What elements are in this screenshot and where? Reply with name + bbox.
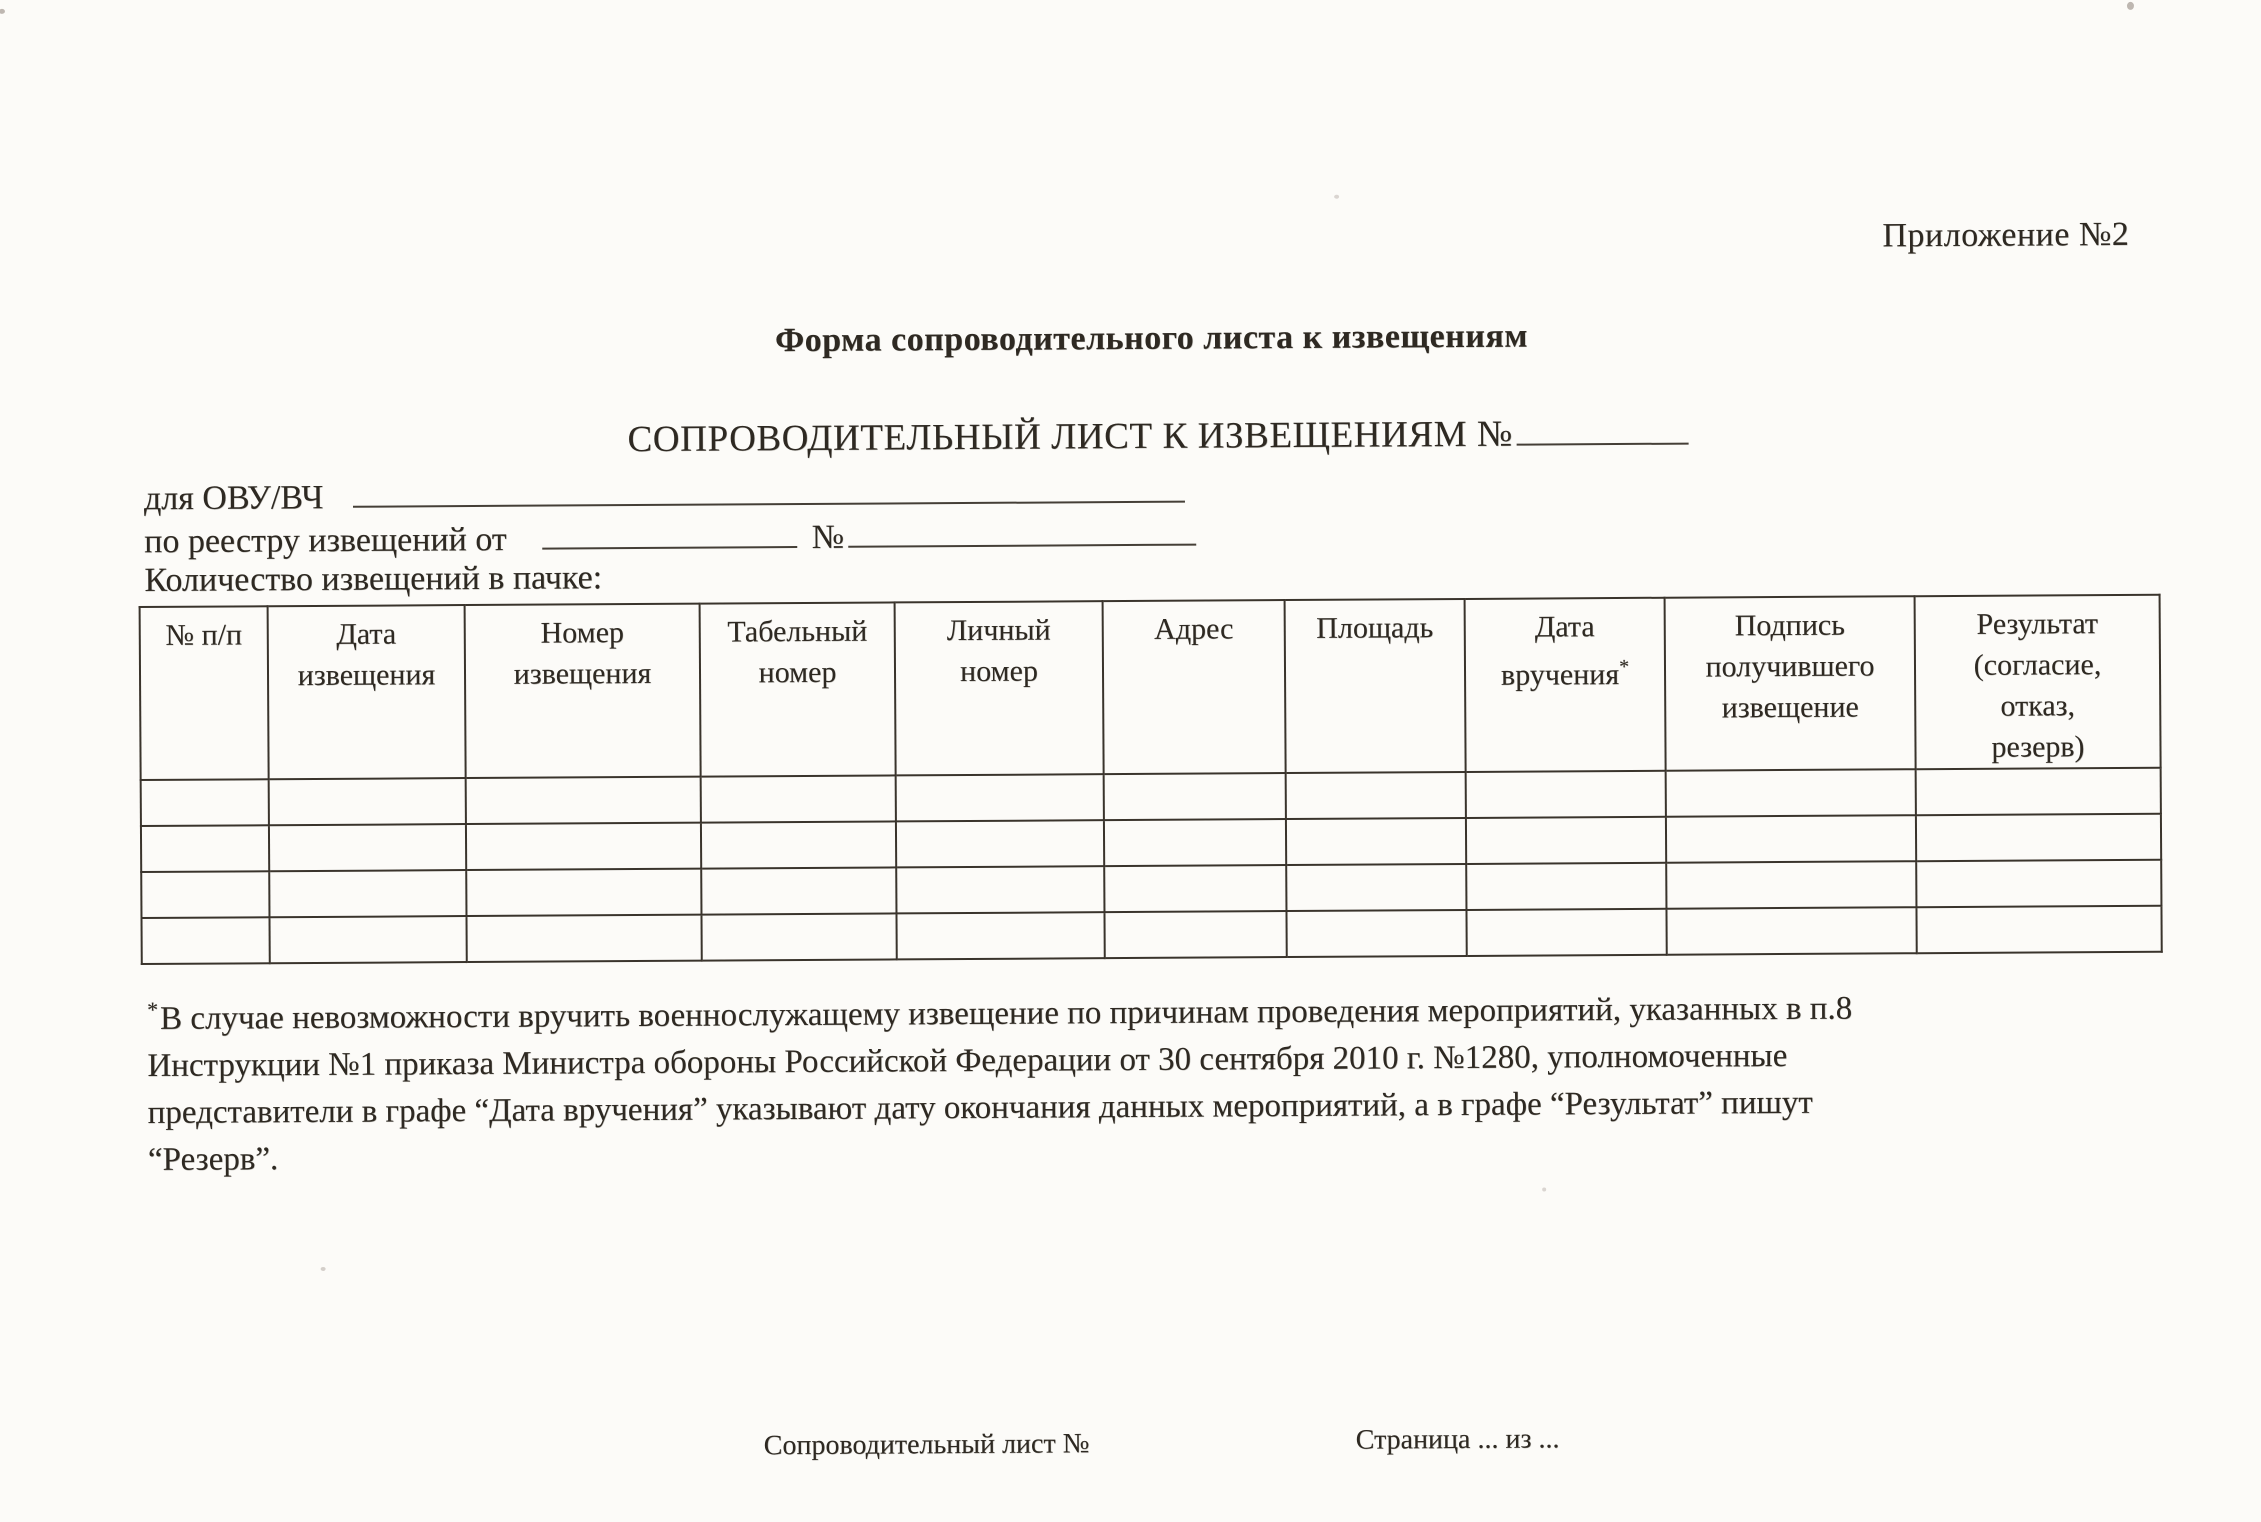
field-pack-count [144, 559, 602, 600]
registry-number-blank [848, 513, 1196, 548]
table-cell-empty [896, 912, 1104, 959]
scan-speckle [1334, 195, 1339, 199]
footnote-marker: * [146, 996, 159, 1023]
header-line: извещение [1721, 690, 1859, 725]
table-cell-empty [1666, 861, 1916, 909]
header-line: № п/п [165, 618, 243, 652]
column-header-1 [268, 605, 466, 779]
field-recipient [144, 470, 1186, 519]
table-cell-empty [1466, 863, 1666, 910]
column-header-7 [1465, 598, 1666, 772]
table-cell-empty [1104, 865, 1286, 912]
registry-date-blank [543, 515, 798, 550]
header-line: Номер [540, 616, 625, 650]
footnote [147, 976, 1853, 1184]
table-cell-empty [466, 915, 701, 962]
table-cell-empty [466, 823, 701, 870]
table-cell-empty [1104, 773, 1286, 820]
table-cell-empty [701, 913, 896, 960]
main-title [627, 409, 1689, 462]
table-cell-empty [1666, 815, 1916, 863]
header-line: вручения* [1500, 655, 1630, 692]
table-cell-empty [1916, 814, 2161, 861]
table-cell-empty [269, 824, 466, 871]
footnote-line-text: В случае невозможности вручить военнослужащему извещение по причинам проведения мероприятий, указанных в п.8 [160, 990, 1853, 1037]
registry-number-sign: № [811, 519, 845, 557]
table-cell-empty [1286, 818, 1466, 865]
header-line: номер [758, 655, 837, 690]
header-line: Результат [1976, 607, 2099, 641]
header-line: Адрес [1153, 612, 1234, 646]
notification-table [139, 594, 2163, 965]
recipient-label: для ОВУ/ВЧ [143, 479, 324, 518]
table-cell-empty [1286, 864, 1466, 911]
recipient-blank [353, 470, 1185, 508]
column-header-0 [140, 606, 269, 780]
table-cell-empty [1104, 911, 1286, 958]
table-cell-empty [1466, 771, 1666, 818]
table-header-row [140, 595, 2161, 780]
footer-page-label: Страница ... из ... [1355, 1423, 1560, 1456]
table-body [141, 768, 2162, 964]
table-cell-empty [1666, 769, 1916, 817]
table-cell-empty [1666, 907, 1916, 955]
column-header-2 [465, 604, 701, 778]
table-cell-empty [141, 779, 269, 826]
table-cell-empty [1286, 772, 1466, 819]
pack-count-label: Количество извещений в пачке: [144, 559, 603, 600]
column-header-9 [1915, 595, 2161, 769]
table-cell-empty [701, 867, 896, 914]
header-line: Табельный [727, 614, 868, 649]
column-header-6 [1285, 599, 1466, 773]
scan-speckle [2127, 2, 2134, 10]
table-cell-empty [701, 821, 896, 868]
footer-sheet-number-label: Сопроводительный лист № [763, 1428, 1090, 1462]
footnote-line: представители в графе “Дата вручения” указывают дату окончания данных мероприятий, а в графе “Результат” пишут [147, 1084, 1813, 1132]
header-line: Подпись [1734, 608, 1845, 643]
table-cell-empty [896, 820, 1104, 867]
header-line: извещения [513, 656, 652, 691]
footnote-line: “Резерв”. [147, 1141, 279, 1179]
header-line: Дата [1534, 610, 1595, 644]
table-cell-empty [466, 777, 701, 824]
column-header-4 [895, 601, 1104, 775]
table-cell-empty [1916, 860, 2161, 907]
table-cell-empty [701, 775, 896, 822]
table-cell-empty [1104, 819, 1286, 866]
scan-speckle [0, 9, 5, 14]
header-line: отказ, [2000, 689, 2076, 723]
table-cell-empty [269, 916, 466, 963]
registry-label: по реестру извещений от [144, 521, 507, 561]
scan-speckle [1542, 1187, 1546, 1191]
table-cell-empty [896, 866, 1104, 913]
footnote-reference-asterisk: * [1618, 655, 1630, 679]
header-line: получившего [1705, 649, 1875, 684]
header-line: извещения [297, 658, 436, 693]
column-header-8 [1665, 596, 1916, 771]
footnote-line: Инструкции №1 приказа Министра обороны Российской Федерации от 30 сентября 2010 г. №1280, уполномоченные [147, 1037, 1788, 1085]
header-line: (согласие, [1973, 648, 2102, 682]
header-line: Личный [946, 613, 1051, 648]
table-cell-empty [1466, 817, 1666, 864]
scan-speckle [321, 1267, 326, 1271]
form-caption: Форма сопроводительного листа к извещениям [774, 317, 1529, 360]
column-header-3 [700, 602, 896, 776]
table-cell-empty [1286, 910, 1466, 957]
field-registry [144, 513, 1196, 562]
table-cell-empty [269, 870, 466, 917]
main-title-number-blank [1517, 409, 1689, 446]
table-cell-empty [141, 825, 269, 872]
footnote-line [147, 976, 1852, 1043]
header-line: Площадь [1316, 611, 1434, 645]
table-cell-empty [1466, 909, 1666, 956]
table-cell-empty [1916, 906, 2161, 953]
table-cell-empty [896, 774, 1104, 821]
table-cell-empty [1916, 768, 2161, 815]
header-line: резерв) [1991, 730, 2085, 764]
header-line: Дата [336, 617, 397, 651]
table-head [140, 595, 2161, 780]
main-title-text: СОПРОВОДИТЕЛЬНЫЙ ЛИСТ К ИЗВЕЩЕНИЯМ № [627, 413, 1514, 461]
column-header-5 [1103, 600, 1286, 774]
table-cell-empty [141, 871, 269, 918]
table-cell-empty [141, 917, 269, 964]
table-cell-empty [466, 869, 701, 916]
appendix-label: Приложение №2 [1882, 215, 2130, 255]
table-cell-empty [269, 778, 466, 825]
header-line: номер [960, 654, 1038, 689]
